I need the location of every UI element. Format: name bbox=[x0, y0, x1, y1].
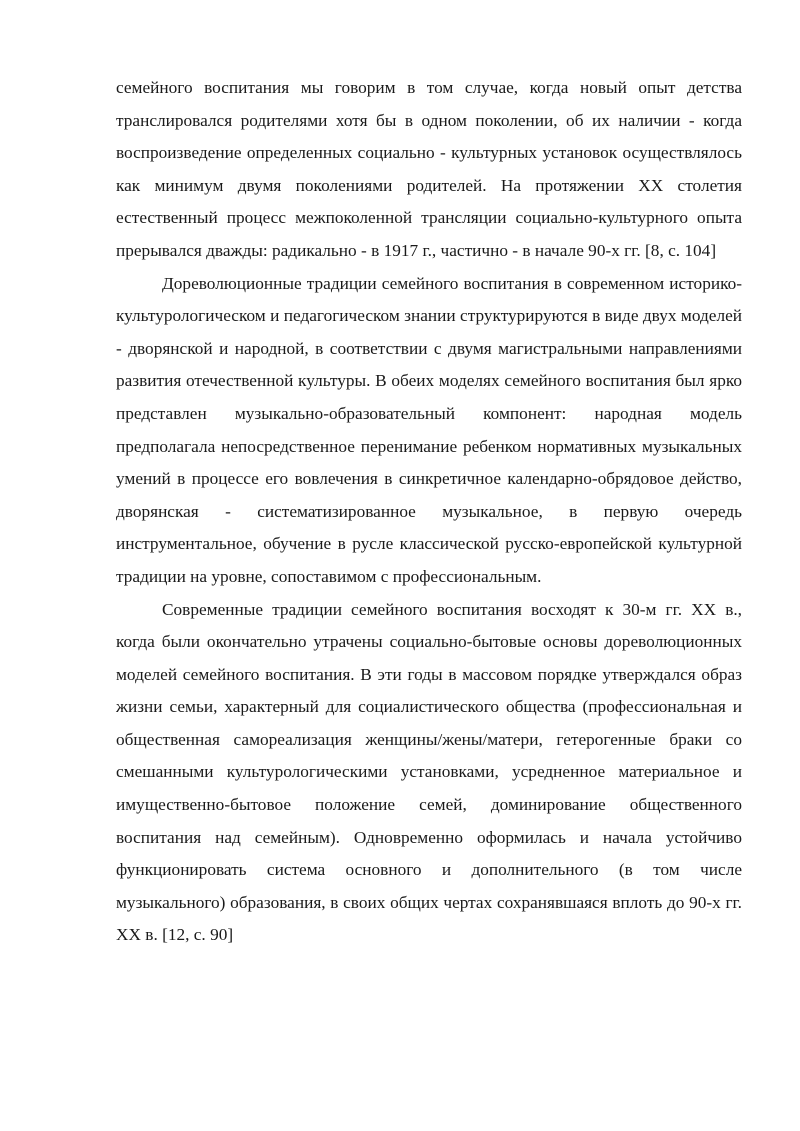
paragraph-2: Дореволюционные традиции семейного воспитания в современном историко-культурологическом и педагогическом знании структурируются в виде двух моделей - дворянской и народной, в соответствии с двумя магистральными направлениями развития отечественной культуры. В обеих моделях семейного воспитания был ярко представлен музыкально-образовательный компонент: народная модель предполагала непосредственное перенимание ребенком нормативных музыкальных умений в процессе его вовлечения в синкретичное календарно-обрядовое действо, дворянская - систематизированное музыкальное, в первую очередь инструментальное, обучение в русле классической русско-европейской культурной традиции на уровне, сопоставимом с профессиональным. bbox=[116, 273, 742, 586]
body-text bbox=[116, 72, 742, 952]
paragraph-1: семейного воспитания мы говорим в том случае, когда новый опыт детства транслировался родителями хотя бы в одном поколении, об их наличии - когда воспроизведение определенных социально - культурных установок осуществлялось как минимум двумя поколениями родителей. На протяжении XX столетия естественный процесс межпоколенной трансляции социально-культурного опыта прерывался дважды: радикально - в 1917 г., частично - в начале 90-х гг. [8, с. 104] bbox=[116, 78, 742, 260]
paragraph-3: Современные традиции семейного воспитания восходят к 30-м гг. XX в., когда были окончательно утрачены социально-бытовые основы дореволюционных моделей семейного воспитания. В эти годы в массовом порядке утверждался образ жизни семьи, характерный для социалистического общества (профессиональная и общественная самореализация женщины/жены/матери, гетерогенные браки со смешанными культурологическими установками, усредненное материальное и имущественно-бытовое положение семей, доминирование общественного воспитания над семейным). Одновременно оформилась и начала устойчиво функционировать система основного и дополнительного (в том числе музыкального) образования, в своих общих чертах сохранявшаяся вплоть до 90-х гг. XX в. [12, с. 90] bbox=[116, 599, 742, 945]
